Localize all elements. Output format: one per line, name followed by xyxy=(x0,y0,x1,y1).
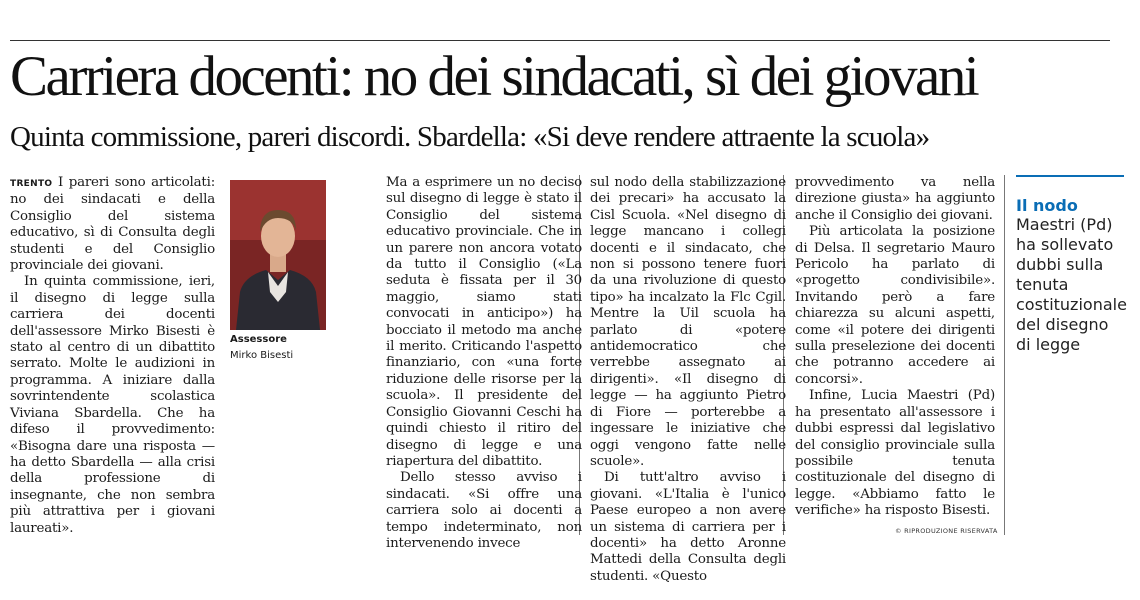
paragraph: Più articolata la posizione di Delsa. Il segretario Mauro Pericolo ha parlato di «progetto condivisibile». Invitando però a fare chiarezza su alcuni aspetti, come «il potere dei dirigenti sulla preselezione dei docenti che potranno accedere ai concorsi». xyxy=(795,224,995,387)
dateline: TRENTO xyxy=(10,179,53,189)
sidebar-box xyxy=(1016,175,1127,355)
sidebar-title: Il nodo xyxy=(1016,196,1078,215)
subhead: Quinta commissione, pareri discordi. Sbardella: «Si deve rendere attraente la scuola» xyxy=(10,121,930,153)
article-column-4 xyxy=(590,175,786,585)
sidebar-rule xyxy=(1016,175,1124,177)
article-column-5 xyxy=(795,175,995,520)
paragraph: provvedimento va nella direzione giusta» ha aggiunto anche il Consiglio dei giovani. xyxy=(795,175,995,223)
headline: Carriera docenti: no dei sindacati, sì dei giovani xyxy=(10,45,978,108)
paragraph-text: I pareri sono articolati: no dei sindacati e della Consiglio del sistema educativo, sì di Consulta degli studenti e del Consiglio provinciale dei giovani. xyxy=(10,175,216,274)
article-column-1 xyxy=(10,175,215,537)
paragraph: Ma a esprimere un no deciso sul disegno di legge è stato il Consiglio del sistema educativo provinciale. Che in un parere non ancora votato da tutto il Consiglio («La seduta è fissata per il 30 maggio, siamo stati convocati in anticipo») ha bocciato il metodo ma anche il merito. Criticando l'aspetto finanziario, con «una forte riduzione delle risorse per la scuola». Il presidente del Consiglio Giovanni Ceschi ha quindi chiesto il ritiro del disegno di legge e una riapertura del dibattito. xyxy=(386,175,582,469)
paragraph xyxy=(10,175,215,274)
article-column-3 xyxy=(386,175,582,552)
paragraph: In quinta commissione, ieri, il disegno di legge sulla carriera dei docenti dell'assessore Mirko Bisesti è stato al centro di un dibattito serrato. Molte le audizioni in programma. A iniziare dalla sovrintendente scolastica Viviana Sbardella. Che ha difeso il provvedimento: «Bisogna dare una risposta — ha detto Sbardella — alla crisi della professione di insegnante, che non sembra più attrattiva per i giovani laureati». xyxy=(10,274,215,536)
photo-caption-name: Mirko Bisesti xyxy=(230,350,294,361)
copyright-notice: © RIPRODUZIONE RISERVATA xyxy=(895,527,998,535)
photo-caption-title: Assessore xyxy=(230,334,287,345)
paragraph: Infine, Lucia Maestri (Pd) ha presentato all'assessore i dubbi espressi dal legislativo del consiglio provinciale sulla possibile tenuta costituzionale del disegno di legge. «Abbiamo fatto le verifiche» ha risposto Bisesti. xyxy=(795,388,995,519)
paragraph: sul nodo della stabilizzazione dei precari» ha accusato la Cisl Scuola. «Nel disegno di legge mancano i collegi docenti e il sindacato, che non si possono tenere fuori da una rivoluzione di questo tipo» ha incalzato la Flc Cgil. Mentre la Uil scuola ha parlato di «potere antidemocratico che verrebbe assegnato ai dirigenti». «Il disegno di legge — ha aggiunto Pietro di Fiore — porterebbe a ingessare le iniziative che oggi vengono fatte nelle scuole». xyxy=(590,175,786,469)
column-separator xyxy=(1004,175,1005,535)
portrait-image xyxy=(230,180,326,330)
portrait-photo xyxy=(230,180,326,330)
paragraph: Dello stesso avviso i sindacati. «Si offre una carriera solo ai docenti a tempo indeterminato, non intervenendo invece xyxy=(386,470,582,551)
sidebar-text: Maestri (Pd) ha sollevato dubbi sulla tenuta costituzionale del disegno di legge xyxy=(1016,215,1127,354)
paragraph: Di tutt'altro avviso i giovani. «L'Italia è l'unico Paese europeo a non avere un sistema di carriera per i docenti» ha detto Aronne Mattedi della Consulta degli studenti. «Questo xyxy=(590,470,786,584)
top-rule xyxy=(10,40,1110,41)
